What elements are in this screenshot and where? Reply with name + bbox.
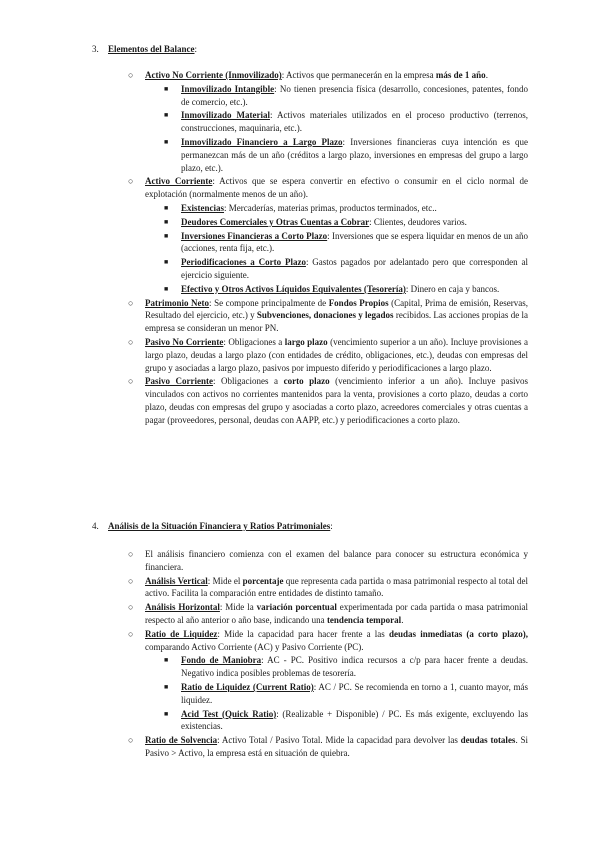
circle-bullet-icon: ○ xyxy=(128,549,134,559)
list-item: ○ Análisis Vertical: Mide el porcentaje que representa cada partida o masa patrimonial respecto al total del activo. Facilita la comparación entre entidades de distinto tamaño. xyxy=(128,575,528,599)
sub-list-item: ■ Deudores Comerciales y Otras Cuentas a Cobrar: Clientes, deudores varios. xyxy=(164,216,467,227)
sub-list-item: ■ Fondo de Maniobra: AC - PC. Positivo indica recursos a c/p para hacer frente a deudas. Negativo indica posibles problemas de tesorería. xyxy=(164,655,528,679)
section-4-title: Análisis de la Situación Financiera y Ratios Patrimoniales xyxy=(108,521,331,531)
sub-list-item: ■ Inmovilizado Financiero a Largo Plazo: Inversiones financieras cuya intención es que permanezcan más de un año (créditos a largo plazo, inversiones en empresas del grupo a largo plazo, etc.). xyxy=(164,136,529,173)
sub-list-item: ■ Inmovilizado Intangible: No tienen presencia física (desarrollo, concesiones, patentes, fondo de comercio, etc.). xyxy=(164,83,528,107)
sub-list-item: ■ Efectivo y Otros Activos Líquidos Equivalentes (Tesorería): Dinero en caja y bancos. xyxy=(164,283,500,294)
list-item: ○ Patrimonio Neto: Se compone principalmente de Fondos Propios (Capital, Prima de emisión, Reservas, Resultado del ejercicio, etc.) y Subvenciones, donaciones y legados recibidos. Las acciones propias de la empresa se consideran un menor PN. xyxy=(128,297,528,334)
section-4-number: 4. xyxy=(92,521,99,531)
section-3-number: 3. xyxy=(92,44,99,54)
sub-list xyxy=(164,654,528,733)
list-item: ○ Ratio de Liquidez: Mide la capacidad para hacer frente a las deudas inmediatas (a corto plazo), comparando Activo Corriente (AC) y Pasivo Corriente (PC). ■ Fondo de Maniobra: AC - PC. Positivo indica recursos a c/p para hacer frente a deudas. Negativo indica posibles problemas de tesorería. ■ Ratio de Liquidez (Current Ratio): AC / PC. Se recomienda en torno a 1, cuanto mayor, más liquidez. ■ Acid Test (Quick Ratio): (Realizable + Disponible) / PC. Es más exigente, excluyendo las existencias. xyxy=(128,628,528,732)
square-bullet-icon: ■ xyxy=(164,111,169,120)
section-3-title: Elementos del Balance xyxy=(108,44,195,54)
circle-bullet-icon: ○ xyxy=(128,376,134,387)
circle-bullet-icon: ○ xyxy=(128,176,134,187)
list-item: ○ Ratio de Solvencia: Activo Total / Pasivo Total. Mide la capacidad para devolver las deudas totales. Si Pasivo > Activo, la empresa está en situación de quiebra. xyxy=(128,735,528,758)
sub-list xyxy=(164,202,528,296)
list-item: ○ Activo No Corriente (Inmovilizado): Activos que permanecerán en la empresa más de 1 año. ■ Inmovilizado Intangible: No tienen presencia física (desarrollo, concesiones, patentes, fondo de comercio, etc.). ■ Inmovilizado Material: Activos materiales utilizados en el proceso productivo (terrenos, construcciones, maquinaria, etc.). ■ Inmovilizado Financiero a Largo Plazo: Inversiones financieras cuya intención es que permanezcan más de un año (créditos a largo plazo, inversiones en empresas del grupo a largo plazo, etc.). xyxy=(128,70,529,173)
section-3-list xyxy=(128,69,528,428)
sub-list-item: ■ Inversiones Financieras a Corto Plazo: Inversiones que se espera liquidar en menos de un año (acciones, renta fija, etc.). xyxy=(164,230,528,254)
circle-bullet-icon: ○ xyxy=(128,336,134,347)
square-bullet-icon: ■ xyxy=(164,203,169,212)
circle-bullet-icon: ○ xyxy=(128,575,134,586)
list-item: ○ Análisis Horizontal: Mide la variación porcentual experimentada por cada partida o masa patrimonial respecto al año anterior o año base, indicando una tendencia temporal. xyxy=(128,602,529,625)
circle-bullet-icon: ○ xyxy=(128,297,134,308)
circle-bullet-icon: ○ xyxy=(128,70,134,80)
section-4-heading: 4. Análisis de la Situación Financiera y Ratios Patrimoniales: xyxy=(92,521,333,531)
sub-list-item: ■ Ratio de Liquidez (Current Ratio): AC / PC. Se recomienda en torno a 1, cuanto mayor, más liquidez. xyxy=(164,681,528,705)
square-bullet-icon: ■ xyxy=(164,656,169,665)
square-bullet-icon: ■ xyxy=(164,682,169,691)
circle-bullet-icon: ○ xyxy=(128,602,134,613)
sub-list xyxy=(164,83,528,175)
sub-list-item: ■ Inmovilizado Material: Activos materiales utilizados en el proceso productivo (terrenos, construcciones, maquinaria, etc.). xyxy=(164,110,528,134)
square-bullet-icon: ■ xyxy=(164,258,169,267)
circle-bullet-icon: ○ xyxy=(128,735,134,746)
list-item: ○ Pasivo Corriente: Obligaciones a corto plazo (vencimiento inferior a un año). Incluye pasivos vinculados con activos no corrientes mantenidos para la venta, provisiones a corto plazo, deudas a corto plazo, deudas con empresas del grupo y asociadas a corto plazo, acreedores comerciales y otras cuentas a pagar (proveedores, personal, deudas con AAPP, etc.) y periodificaciones a corto plazo. xyxy=(128,376,528,425)
square-bullet-icon: ■ xyxy=(164,217,169,226)
list-item: ○ El análisis financiero comienza con el examen del balance para conocer su estructura económica y financiera. xyxy=(128,549,528,572)
sub-list-item: ■ Acid Test (Quick Ratio): (Realizable + Disponible) / PC. Es más exigente, excluyendo las existencias. xyxy=(164,708,528,732)
section-3-heading: 3. Elementos del Balance: xyxy=(92,44,198,54)
list-item: ○ Pasivo No Corriente: Obligaciones a largo plazo (vencimiento superior a un año). Incluye provisiones a largo plazo, deudas a largo plazo (con entidades de crédito, obligaciones, etc.), deudas con empresas del grupo y asociadas a largo plazo, pasivos por impuesto diferido y periodificaciones a largo plazo. xyxy=(128,336,528,373)
sub-list-item: ■ Periodificaciones a Corto Plazo: Gastos pagados por adelantado pero que corresponden al ejercicio siguiente. xyxy=(164,257,528,280)
square-bullet-icon: ■ xyxy=(164,137,169,146)
square-bullet-icon: ■ xyxy=(164,709,169,718)
square-bullet-icon: ■ xyxy=(164,284,169,293)
square-bullet-icon: ■ xyxy=(164,84,169,93)
list-item: ○ Activo Corriente: Activos que se espera convertir en efectivo o consumir en el ciclo normal de explotación (normalmente menos de un año). ■ Existencias: Mercaderías, materias primas, productos terminados, etc.. ■ Deudores Comerciales y Otras Cuentas a Cobrar: Clientes, deudores varios. ■ Inversiones Financieras a Corto Plazo: Inversiones que se espera liquidar en menos de un año (acciones, renta fija, etc.). ■ Periodificaciones a Corto Plazo: Gastos pagados por adelantado pero que corresponden al ejercicio siguiente. ■ Efectivo y Otros Activos Líquidos Equivalentes (Tesorería): Dinero en caja y bancos. xyxy=(128,176,528,294)
section-4-list xyxy=(128,548,528,761)
square-bullet-icon: ■ xyxy=(164,231,169,240)
sub-list-item: ■ Existencias: Mercaderías, materias primas, productos terminados, etc.. xyxy=(164,202,437,213)
circle-bullet-icon: ○ xyxy=(128,628,134,639)
